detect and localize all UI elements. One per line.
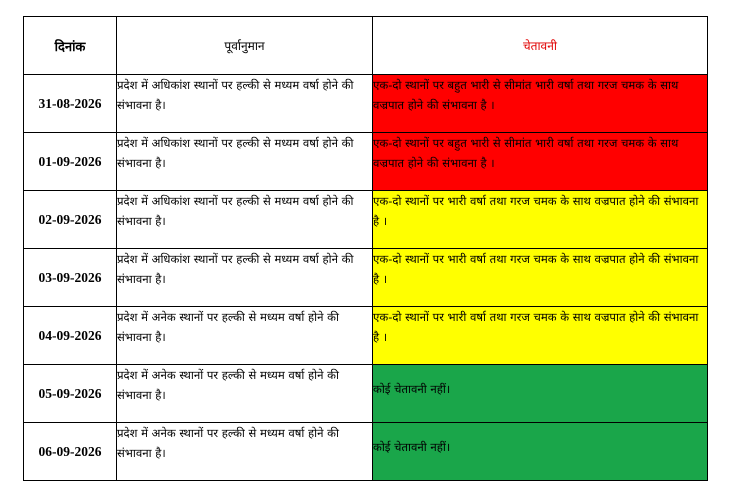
warning-text: कोई चेतावनी नहीं। <box>373 440 451 454</box>
table-row <box>24 75 708 133</box>
date-cell: 06-09-2026 <box>24 423 117 481</box>
date-cell: 05-09-2026 <box>24 365 117 423</box>
column-header-date: दिनांक <box>24 17 117 75</box>
warning-cell: एक-दो स्थानों पर बहुत भारी से सीमांत भारी वर्षा तथा गरज चमक के साथ वज्रपात होने की संभावना है । <box>373 133 708 191</box>
warning-cell <box>373 365 708 423</box>
forecast-cell: प्रदेश में अधिकांश स्थानों पर हल्की से मध्यम वर्षा होने की संभावना है। <box>117 75 373 133</box>
warning-cell: एक-दो स्थानों पर भारी वर्षा तथा गरज चमक के साथ वज्रपात होने की संभावना है । <box>373 307 708 365</box>
forecast-table <box>23 16 708 481</box>
date-cell: 31-08-2026 <box>24 75 117 133</box>
table-row <box>24 249 708 307</box>
forecast-cell: प्रदेश में अधिकांश स्थानों पर हल्की से मध्यम वर्षा होने की संभावना है। <box>117 249 373 307</box>
table-row <box>24 423 708 481</box>
date-cell: 02-09-2026 <box>24 191 117 249</box>
table-row <box>24 365 708 423</box>
forecast-cell: प्रदेश में अधिकांश स्थानों पर हल्की से मध्यम वर्षा होने की संभावना है। <box>117 133 373 191</box>
warning-cell <box>373 423 708 481</box>
warning-text: कोई चेतावनी नहीं। <box>373 382 451 396</box>
forecast-cell: प्रदेश में अधिकांश स्थानों पर हल्की से मध्यम वर्षा होने की संभावना है। <box>117 191 373 249</box>
column-header-forecast: पूर्वानुमान <box>117 17 373 75</box>
forecast-cell: प्रदेश में अनेक स्थानों पर हल्की से मध्यम वर्षा होने की संभावना है। <box>117 423 373 481</box>
warning-cell: एक-दो स्थानों पर भारी वर्षा तथा गरज चमक के साथ वज्रपात होने की संभावना है । <box>373 249 708 307</box>
table-row <box>24 307 708 365</box>
table-header-row <box>24 17 708 75</box>
warning-cell: एक-दो स्थानों पर बहुत भारी से सीमांत भारी वर्षा तथा गरज चमक के साथ वज्रपात होने की संभावना है । <box>373 75 708 133</box>
table-row <box>24 191 708 249</box>
column-header-warning: चेतावनी <box>373 17 708 75</box>
date-cell: 04-09-2026 <box>24 307 117 365</box>
forecast-cell: प्रदेश में अनेक स्थानों पर हल्की से मध्यम वर्षा होने की संभावना है। <box>117 365 373 423</box>
forecast-cell: प्रदेश में अनेक स्थानों पर हल्की से मध्यम वर्षा होने की संभावना है। <box>117 307 373 365</box>
date-cell: 01-09-2026 <box>24 133 117 191</box>
table-row <box>24 133 708 191</box>
warning-cell: एक-दो स्थानों पर भारी वर्षा तथा गरज चमक के साथ वज्रपात होने की संभावना है । <box>373 191 708 249</box>
date-cell: 03-09-2026 <box>24 249 117 307</box>
